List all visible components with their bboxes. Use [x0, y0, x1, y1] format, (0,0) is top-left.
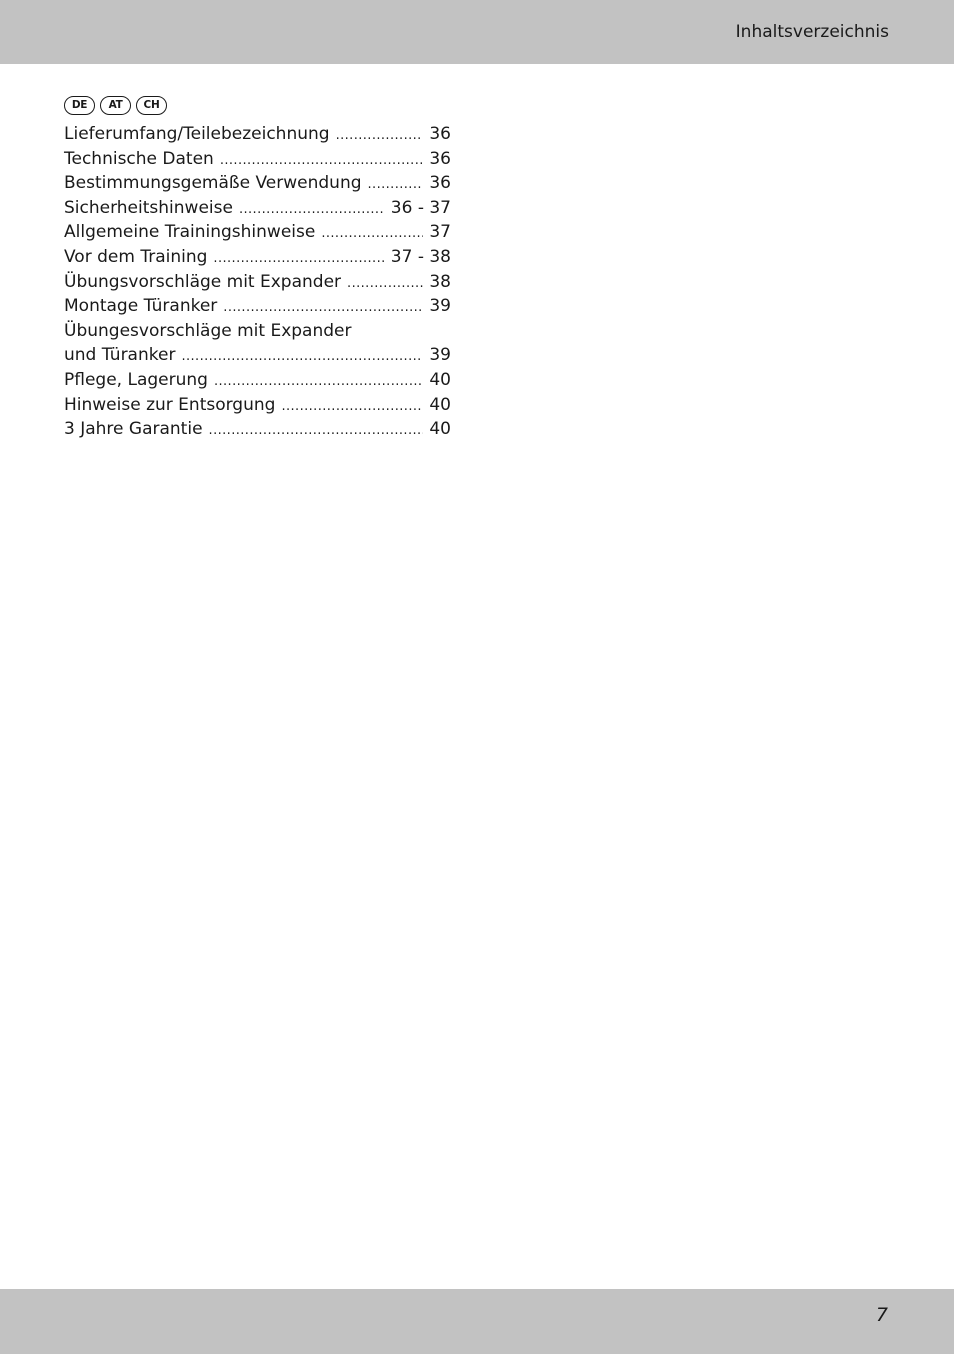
- toc-leader-dots: [214, 370, 423, 395]
- toc-leader-dots: [181, 345, 423, 370]
- table-of-contents: [64, 122, 451, 442]
- toc-entry-title: 3 Jahre Garantie: [64, 419, 203, 440]
- toc-leader-dots: [321, 222, 423, 247]
- toc-leader-dots: [223, 296, 423, 321]
- country-badge-de: DE: [64, 96, 95, 115]
- toc-entry-title: und Türanker: [64, 345, 176, 366]
- toc-entry-page: 36: [429, 173, 451, 194]
- toc-entry-page: 37 - 38: [390, 246, 451, 267]
- toc-leader-dots: [368, 173, 424, 198]
- toc-entry[interactable]: [64, 270, 451, 295]
- toc-entry-title: Bestimmungsgemäße Verwendung: [64, 173, 362, 194]
- country-badge-at: AT: [100, 96, 131, 115]
- toc-entry[interactable]: [64, 393, 451, 418]
- toc-entry-title: Sicherheitshinweise: [64, 197, 233, 218]
- toc-entry-page: 36: [429, 148, 451, 169]
- toc-entry[interactable]: [64, 220, 451, 245]
- toc-entry-page: 39: [429, 345, 451, 366]
- toc-entry-title: Pflege, Lagerung: [64, 369, 208, 390]
- toc-entry-title: Technische Daten: [64, 148, 214, 169]
- country-badge-ch: CH: [136, 96, 167, 115]
- toc-entry-page: 36: [429, 124, 451, 144]
- toc-entry-title: Hinweise zur Entsorgung: [64, 394, 276, 415]
- toc-entry-title: Vor dem Training: [64, 246, 208, 267]
- toc-entry-title: Übungesvorschläge mit Expander: [64, 320, 352, 341]
- toc-entry-page: 38: [429, 271, 451, 292]
- toc-leader-dots: [220, 149, 424, 174]
- toc-entry-page: 39: [429, 296, 451, 317]
- toc-entry[interactable]: [64, 245, 451, 270]
- toc-entry-title: Montage Türanker: [64, 296, 218, 317]
- toc-leader-dots: [281, 395, 423, 420]
- toc-entry-page: 37: [429, 222, 451, 243]
- toc-entry-page: 36 - 37: [390, 197, 451, 218]
- footer-band: [0, 1289, 954, 1354]
- toc-entry[interactable]: [64, 343, 451, 368]
- toc-leader-dots: [347, 272, 423, 297]
- toc-entry[interactable]: [64, 122, 451, 147]
- toc-entry-page: 40: [429, 369, 451, 390]
- toc-entry-title: Allgemeine Trainingshinweise: [64, 222, 316, 243]
- header-band: [0, 0, 954, 64]
- toc-entry-page: 40: [429, 419, 451, 440]
- toc-entry[interactable]: [64, 171, 451, 196]
- toc-leader-dots: [336, 124, 424, 149]
- country-badges: [64, 96, 167, 115]
- toc-leader-dots: [213, 247, 384, 272]
- toc-entry-title: Lieferumfang/Teilebezeichnung: [64, 124, 330, 144]
- toc-leader-dots: [209, 419, 424, 444]
- toc-entry[interactable]: [64, 147, 451, 172]
- toc-entry[interactable]: [64, 368, 451, 393]
- section-title: Inhaltsverzeichnis: [735, 22, 889, 42]
- toc-entry[interactable]: [64, 196, 451, 221]
- toc-entry[interactable]: [64, 417, 451, 442]
- toc-entry-title: Übungsvorschläge mit Expander: [64, 271, 342, 292]
- page-number: 7: [875, 1304, 888, 1326]
- toc-entry-continued[interactable]: [64, 319, 451, 344]
- toc-leader-dots: [239, 198, 385, 223]
- toc-entry[interactable]: [64, 294, 451, 319]
- toc-entry-page: 40: [429, 394, 451, 415]
